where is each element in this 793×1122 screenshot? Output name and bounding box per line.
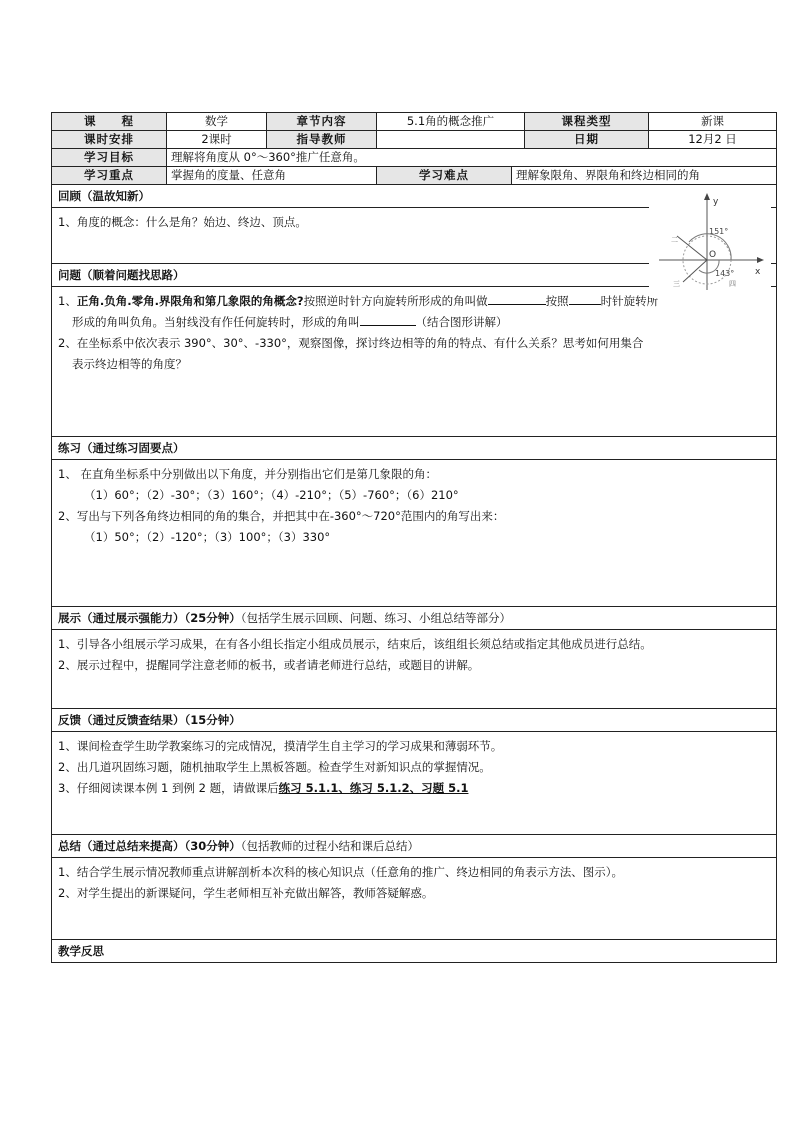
difficulty-label: 学习难点 <box>377 167 512 185</box>
summary-title-note: （包括教师的过程小结和课后总结） <box>240 838 420 853</box>
difficulty-value: 理解象限角、界限角和终边相同的角 <box>512 167 777 185</box>
question-2-line-2: 表示终边相等的角度？ <box>72 357 187 371</box>
feedback-title-row <box>52 709 777 732</box>
questions-body-row <box>52 287 777 437</box>
x-axis-label: x <box>755 267 761 277</box>
question-1-number: 1、 <box>58 294 77 308</box>
practice-2-items: （1）50°；（2）-120°；（3）100°；（3）330° <box>84 530 331 544</box>
angle-143-label: 143° <box>715 269 735 278</box>
question-1-text-e: （结合图形讲解） <box>415 315 508 329</box>
display-line-2: 2、展示过程中，提醒同学注意老师的板书，或者请老师进行总结，或题目的讲解。 <box>58 658 480 672</box>
y-arrow <box>704 193 710 200</box>
terminal-ray-2 <box>683 260 707 282</box>
y-axis-label: y <box>713 197 719 207</box>
question-1-text-a: 按照逆时针方向旋转所形成的角叫做 <box>303 294 488 308</box>
practice-body <box>52 460 777 607</box>
header-row-course <box>52 113 777 131</box>
display-title-main: 展示（通过展示强能力）（25分钟） <box>58 610 241 625</box>
course-value: 数学 <box>167 113 267 131</box>
question-1-text-d: 形成的角叫负角。当射线没有作任何旋转时，形成的角叫 <box>72 315 360 329</box>
question-2-line-1: 2、在坐标系中依次表示 390°、30°、-330°，观察图像，探讨终边相等的角的特点、有什么关系？思考如何用集合 <box>58 336 644 350</box>
summary-line-2: 2、对学生提出的新课疑问，学生老师相互补充做出解答，教师答疑解惑。 <box>58 886 434 900</box>
angle-diagram <box>649 190 771 298</box>
display-body-row <box>52 630 777 709</box>
teacher-label: 指导教师 <box>267 131 377 149</box>
hours-value: 2课时 <box>167 131 267 149</box>
feedback-line-2: 2、出几道巩固练习题，随机抽取学生上黑板答题。检查学生对新知识点的掌握情况。 <box>58 760 491 774</box>
review-line-1: 1、角度的概念：什么是角？始边、终边、顶点。 <box>58 215 307 229</box>
date-label: 日期 <box>525 131 649 149</box>
course-type-value: 新课 <box>649 113 777 131</box>
origin-label: O <box>709 250 717 260</box>
angle-151-label: 151° <box>709 227 729 236</box>
blank-zero-angle <box>360 313 416 326</box>
display-line-1: 1、引导各小组展示学习成果，在有各小组长指定小组成员展示，结束后，该组组长须总结或指定其他成员进行总结。 <box>58 637 652 651</box>
practice-body-row <box>52 460 777 607</box>
x-arrow <box>757 257 764 263</box>
quadrant-4-label: 四 <box>729 280 736 288</box>
goal-row <box>52 149 777 167</box>
practice-title-row <box>52 437 777 460</box>
goal-value: 理解将角度从 0°～360°推广任意角。 <box>167 149 777 167</box>
reflection-row <box>52 940 777 963</box>
key-point-value: 掌握角的度量、任意角 <box>167 167 377 185</box>
header-row-hours <box>52 131 777 149</box>
course-label: 课 程 <box>52 113 167 131</box>
summary-title <box>52 835 777 858</box>
feedback-line-3-text: 3、仔细阅读课本例 1 到例 2 题，请做课后 <box>58 781 279 795</box>
hours-label: 课时安排 <box>52 131 167 149</box>
summary-title-row <box>52 835 777 858</box>
display-body <box>52 630 777 709</box>
summary-line-1: 1、结合学生展示情况教师重点讲解剖析本次科的核心知识点（任意角的推广、终边相同的角表示方法、图示）。 <box>58 865 624 879</box>
chapter-label: 章节内容 <box>267 113 377 131</box>
summary-body-row <box>52 858 777 940</box>
display-title-row <box>52 607 777 630</box>
quadrant-2-label: 二 <box>671 236 678 244</box>
question-1-text-c: 时针旋转所 <box>600 294 659 308</box>
summary-body <box>52 858 777 940</box>
questions-body <box>52 287 777 437</box>
question-1-title: 正角.负角.零角.界限角和第几象限的角概念? <box>76 294 304 308</box>
blank-positive-angle <box>488 292 546 305</box>
key-row <box>52 167 777 185</box>
display-title <box>52 607 777 630</box>
summary-title-main: 总结（通过总结来提高）（30分钟） <box>58 838 241 853</box>
display-title-note: （包括学生展示回顾、问题、练习、小组总结等部分） <box>240 610 512 625</box>
feedback-line-1: 1、课间检查学生助学教案练习的完成情况，摸清学生自主学习的学习成果和薄弱环节。 <box>58 739 503 753</box>
blank-rotation-direction <box>569 292 601 305</box>
question-1-line-2 <box>58 312 770 333</box>
practice-title: 练习（通过练习固要点） <box>52 437 777 460</box>
feedback-line-3 <box>58 778 770 799</box>
goal-label: 学习目标 <box>52 149 167 167</box>
course-type-label: 课程类型 <box>525 113 649 131</box>
practice-1: 1、 在直角坐标系中分别做出以下角度，并分别指出它们是第几象限的角： <box>58 467 437 481</box>
feedback-body <box>52 732 777 835</box>
lesson-plan-page <box>51 112 776 963</box>
practice-1-items: （1）60°；（2）-30°；（3）160°；（4）-210°；（5）-760°；（6）210° <box>84 488 459 502</box>
question-1-text-b: 按照 <box>545 294 569 308</box>
questions-title: 问题（顺着问题找思路） <box>52 264 777 287</box>
teacher-value <box>377 131 525 149</box>
quadrant-3-label: 三 <box>673 280 680 288</box>
review-title: 回顾（温故知新） <box>52 185 777 208</box>
practice-2: 2、写出与下列各角终边相同的角的集合，并把其中在-360°～720°范围内的角写出来： <box>58 509 505 523</box>
feedback-title: 反馈（通过反馈查结果）（15分钟） <box>52 709 777 732</box>
key-point-label: 学习重点 <box>52 167 167 185</box>
homework-exercises: 练习 5.1.1、练习 5.1.2、习题 5.1 <box>278 781 469 795</box>
feedback-body-row <box>52 732 777 835</box>
chapter-value: 5.1角的概念推广 <box>377 113 525 131</box>
reflection-title: 教学反思 <box>52 940 777 963</box>
date-value: 12月2 日 <box>649 131 777 149</box>
